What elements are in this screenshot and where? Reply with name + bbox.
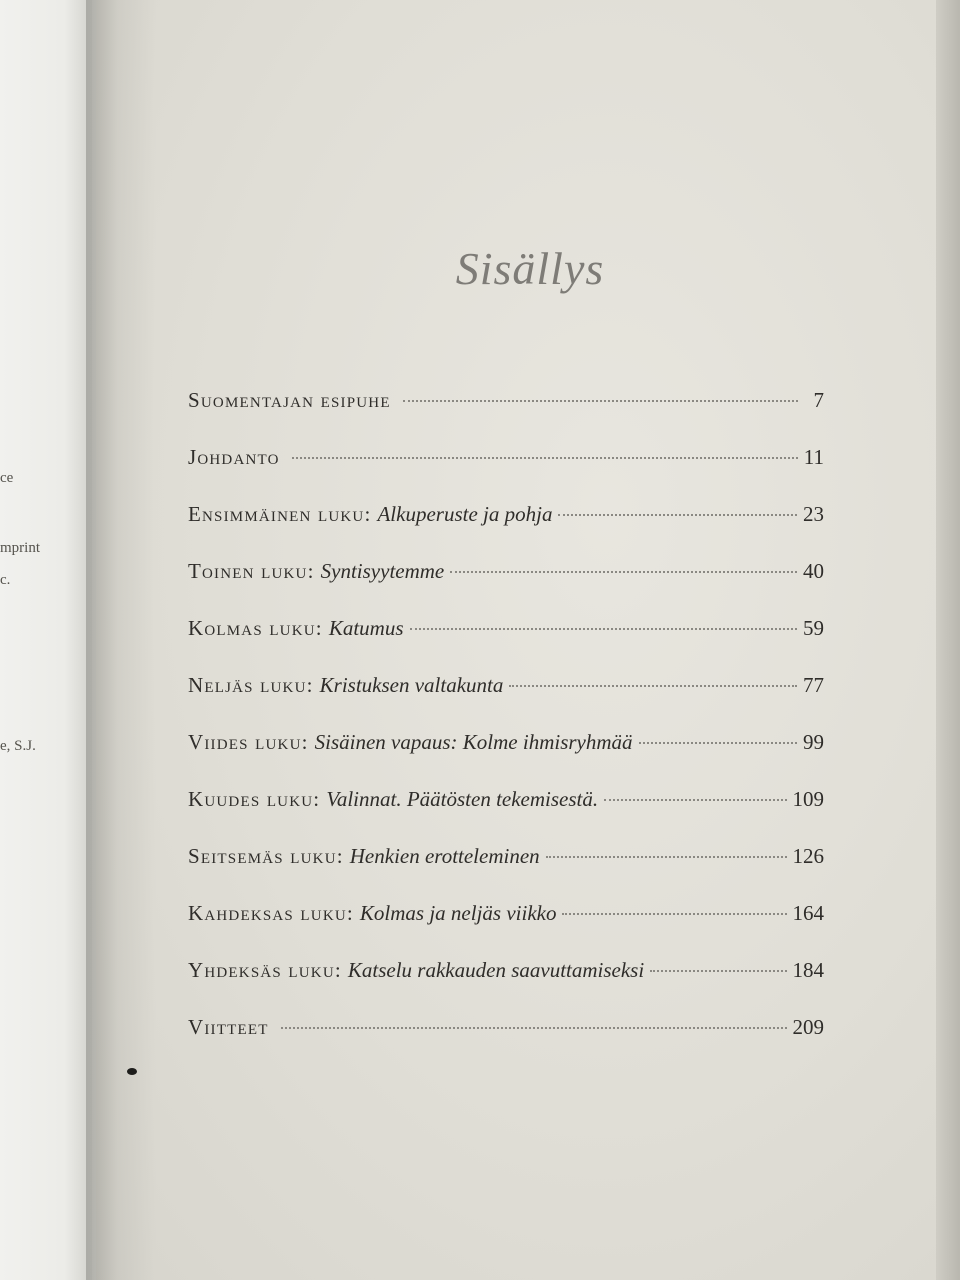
previous-page-text-fragment: c. xyxy=(0,572,11,588)
toc-entry-title: Katselu rakkauden saavuttamiseksi xyxy=(347,958,645,982)
toc-entry xyxy=(188,958,824,1015)
toc-entry-label: Ensimmäinen luku: xyxy=(188,502,372,526)
toc-entry-page: 209 xyxy=(792,1015,824,1039)
toc-entry xyxy=(188,730,824,787)
toc-entry-page: 99 xyxy=(803,730,824,754)
previous-page-text-fragment: mprint xyxy=(0,540,40,556)
toc-entry-page: 126 xyxy=(792,844,824,868)
toc-entry-page: 7 xyxy=(813,388,824,412)
toc-entry-title: Sisäinen vapaus: Kolme ihmisryhmää xyxy=(314,730,633,754)
previous-page xyxy=(0,0,92,1280)
toc-entry-title: Kolmas ja neljäs viikko xyxy=(359,901,557,925)
dot-leader xyxy=(604,799,786,801)
toc-entry xyxy=(188,1015,824,1072)
dot-leader xyxy=(650,970,786,972)
dot-leader xyxy=(410,628,797,630)
toc-entry-label: Yhdeksäs luku: xyxy=(188,958,342,982)
toc-entry-label: Johdanto xyxy=(188,445,280,469)
toc-entry-page: 109 xyxy=(792,787,824,811)
toc-entry xyxy=(188,844,824,901)
previous-page-text-fragment: ce xyxy=(0,470,14,486)
toc-entry-label: Neljäs luku: xyxy=(188,673,314,697)
toc-entry-page: 184 xyxy=(792,958,824,982)
toc-entry xyxy=(188,787,824,844)
toc-entry-label: Kuudes luku: xyxy=(188,787,321,811)
toc-entry-title: Henkien erotteleminen xyxy=(349,844,540,868)
toc-entry-label: Viitteet xyxy=(188,1015,269,1039)
dot-leader xyxy=(281,1027,787,1029)
toc-entry-title: Alkuperuste ja pohja xyxy=(377,502,553,526)
dot-leader xyxy=(292,457,798,459)
previous-page-text-fragment: e, S.J. xyxy=(0,738,36,754)
toc-entry xyxy=(188,616,824,673)
toc-entry-page: 59 xyxy=(803,616,824,640)
toc-entry-page: 11 xyxy=(803,445,824,469)
toc-entry xyxy=(188,901,824,958)
toc-entry-page: 77 xyxy=(803,673,824,697)
toc-entry-page: 23 xyxy=(803,502,824,526)
toc-entry-label: Toinen luku: xyxy=(188,559,315,583)
table-of-contents xyxy=(188,388,824,1072)
toc-entry xyxy=(188,559,824,616)
toc-entry-title: Katumus xyxy=(328,616,404,640)
toc-entry-title: Syntisyytemme xyxy=(320,559,445,583)
toc-entry-label: Suomentajan esipuhe xyxy=(188,388,391,412)
toc-entry xyxy=(188,445,824,502)
dot-leader xyxy=(639,742,797,744)
toc-entry-label: Viides luku: xyxy=(188,730,309,754)
dot-leader xyxy=(403,400,798,402)
toc-entry-label: Kahdeksas luku: xyxy=(188,901,354,925)
toc-entry xyxy=(188,673,824,730)
dot-leader xyxy=(450,571,797,573)
toc-entry xyxy=(188,502,824,559)
toc-entry xyxy=(188,388,824,445)
dot-leader xyxy=(558,514,797,516)
ink-mark xyxy=(127,1068,137,1075)
toc-entry-title: Valinnat. Päätösten tekemisestä. xyxy=(326,787,599,811)
dot-leader xyxy=(562,913,786,915)
dot-leader xyxy=(509,685,797,687)
toc-entry-page: 40 xyxy=(803,559,824,583)
dot-leader xyxy=(546,856,787,858)
toc-entry-label: Kolmas luku: xyxy=(188,616,323,640)
page-title: Sisällys xyxy=(455,243,605,294)
toc-entry-title: Kristuksen valtakunta xyxy=(319,673,504,697)
toc-entry-label: Seitsemäs luku: xyxy=(188,844,344,868)
page-edge xyxy=(936,0,960,1280)
toc-entry-page: 164 xyxy=(792,901,824,925)
